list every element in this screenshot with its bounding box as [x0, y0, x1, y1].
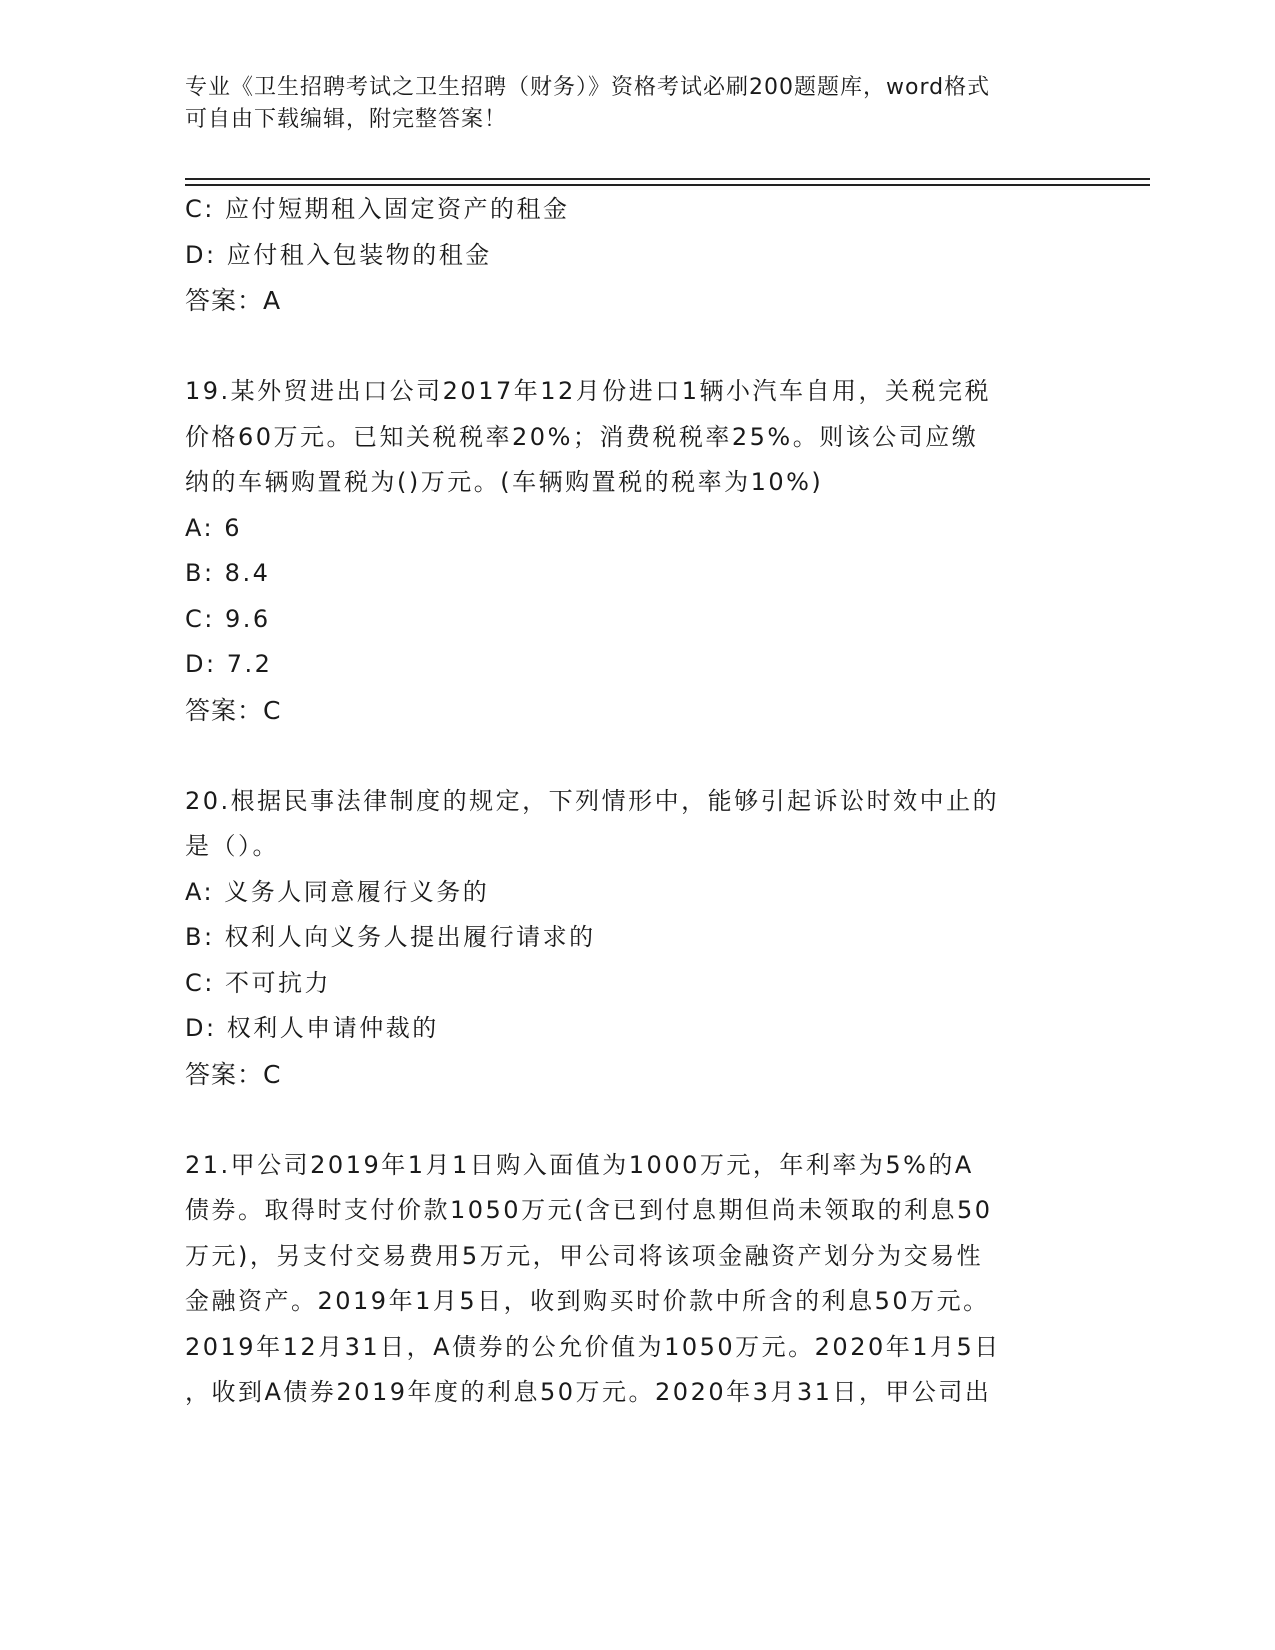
header-divider-bottom — [185, 184, 1150, 186]
q18-option-c: C: 应付短期租入固定资产的租金 — [185, 195, 570, 223]
q21-stem-line-2: 债券。取得时支付价款1050万元(含已到付息期但尚未领取的利息50 — [185, 1196, 993, 1224]
q21-stem-line-4: 金融资产。2019年1月5日，收到购买时价款中所含的利息50万元。 — [185, 1287, 990, 1315]
q20-answer: 答案：C — [185, 1059, 282, 1089]
spacer — [185, 733, 1085, 779]
q20-option-a: A: 义务人同意履行义务的 — [185, 877, 490, 906]
q18-option-d: D: 应付租入包装物的租金 — [185, 240, 492, 269]
q20-option-d: D: 权利人申请仲裁的 — [185, 1014, 439, 1042]
q19-option-b: B: 8.4 — [185, 559, 271, 587]
q20-option-b: B: 权利人向义务人提出履行请求的 — [185, 923, 596, 951]
spacer — [185, 324, 1085, 370]
q19-stem-line-3: 纳的车辆购置税为()万元。(车辆购置税的税率为10%) — [185, 468, 824, 496]
q19-option-c: C: 9.6 — [185, 604, 271, 633]
q19-stem-line-2: 价格60万元。已知关税税率20%；消费税税率25%。则该公司应缴 — [185, 422, 979, 451]
q21-stem-line-6: ，收到A债券2019年度的利息50万元。2020年3月31日，甲公司出 — [185, 1378, 992, 1406]
document-header — [185, 72, 1065, 136]
header-title-line-2: 可自由下载编辑，附完整答案！ — [185, 107, 508, 132]
q20-stem-line-2: 是（）。 — [185, 832, 279, 860]
q18-answer: 答案：A — [185, 286, 282, 315]
q19-option-d: D: 7.2 — [185, 650, 273, 678]
question-19-block — [185, 369, 1085, 733]
question-list — [185, 187, 1085, 1416]
q20-stem-line-1: 20.根据民事法律制度的规定，下列情形中，能够引起诉讼时效中止的 — [185, 786, 1000, 815]
spacer — [185, 1097, 1085, 1143]
question-21-block — [185, 1143, 1085, 1416]
q21-stem-line-5: 2019年12月31日，A债券的公允价值为1050万元。2020年1月5日 — [185, 1332, 1001, 1361]
q21-stem-line-1: 21.甲公司2019年1月1日购入面值为1000万元，年利率为5%的A — [185, 1150, 974, 1179]
header-divider-top — [185, 178, 1150, 180]
q21-stem-line-3: 万元)，另支付交易费用5万元，甲公司将该项金融资产划分为交易性 — [185, 1241, 984, 1270]
header-title-line-1: 专业《卫生招聘考试之卫生招聘（财务）》资格考试必刷200题题库，word格式 — [185, 75, 991, 100]
q19-stem-line-1: 19.某外贸进出口公司2017年12月份进口1辆小汽车自用，关税完税 — [185, 377, 992, 405]
q20-option-c: C: 不可抗力 — [185, 968, 331, 997]
question-20-block — [185, 779, 1085, 1098]
q19-answer: 答案：C — [185, 695, 282, 725]
question-18-block — [185, 187, 1085, 324]
q19-option-a: A: 6 — [185, 513, 242, 542]
